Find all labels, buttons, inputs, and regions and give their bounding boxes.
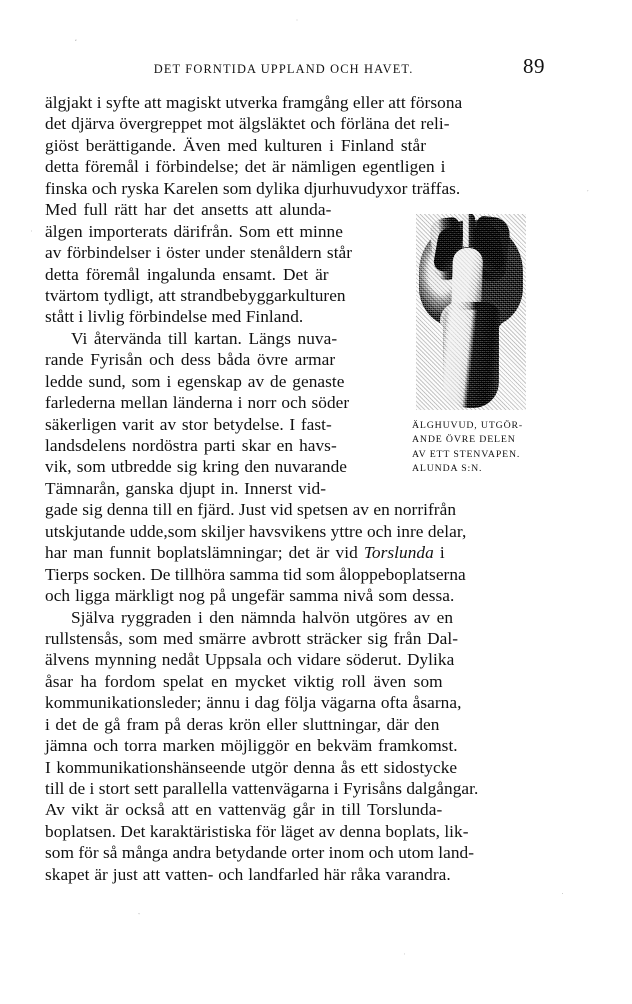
body-text-line <box>45 585 544 606</box>
body-text-run: Med full rätt har det ansetts att alunda- <box>45 200 332 220</box>
body-text-run: jämna och torra marken möjliggör en bekväm framkomst. <box>45 736 458 756</box>
body-text-line <box>45 371 377 392</box>
body-text-italic-run: Torslunda <box>363 543 434 563</box>
body-text-run: rullstensås, som med smärre avbrott sträcker sig från Dal- <box>45 628 459 648</box>
body-text-run: Tämnarån, ganska djupt in. Innerst vid- <box>45 478 327 498</box>
body-text-run: farlederna mellan länderna i norr och söder <box>45 393 350 413</box>
body-text-line <box>45 842 544 863</box>
body-text-run: landsdelens nordöstra parti skar en havs- <box>45 436 337 455</box>
body-text-line <box>45 564 544 585</box>
body-text-line <box>45 735 544 756</box>
body-text-run: till de i stort sett parallella vattenvägarna i Fyrisåns dalgångar. <box>45 779 479 798</box>
body-text-run: tvärtom tydligt, att strandbebyggarkulturen <box>45 285 346 305</box>
figure-caption-line: ÄLGHUVUD, UTGÖR- <box>412 420 524 431</box>
body-text-column <box>45 92 544 885</box>
body-text-line <box>45 264 377 285</box>
body-text-run: säkerligen varit av stor betydelse. I fast- <box>45 414 332 434</box>
body-text-run: boplatsen. Det karaktäristiska för läget av denna boplats, lik- <box>45 821 469 841</box>
body-text-run: älvens mynning nedåt Uppsala och vidare söderut. Dylika <box>45 650 455 670</box>
body-text-line <box>45 135 544 156</box>
running-head-title: DET FORNTIDA UPPLAND OCH HAVET. <box>153 62 414 76</box>
body-text-run: Själva ryggraden i den nämnda halvön utgöres av en <box>71 607 454 627</box>
body-text-line <box>45 156 544 177</box>
body-text-line <box>45 692 544 713</box>
body-text-run: I kommunikationshänseende utgör denna ås ett sidostycke <box>45 757 458 777</box>
body-text-line <box>45 178 544 199</box>
page-number: 89 <box>523 54 545 78</box>
body-text-run: finska och ryska Karelen som dylika djurhuvudyxor träffas. <box>45 178 461 198</box>
body-text-line <box>45 435 377 456</box>
body-text-run: detta föremål ingalunda ensamt. Det är <box>45 264 329 284</box>
body-text-run: åsar ha fordom spelat en mycket viktig roll även som <box>45 671 443 691</box>
body-text-run: älgen importerats därifrån. Som ett minne <box>45 221 343 241</box>
body-text-run: av förbindelser i öster under stenåldern står <box>45 243 353 263</box>
body-text-line <box>45 821 544 842</box>
body-text-line <box>45 92 544 113</box>
body-text-run: utskjutande udde,som skiljer havsvikens yttre och inre delar, <box>45 521 467 541</box>
body-text-line <box>45 199 377 220</box>
body-text-line <box>45 714 544 735</box>
body-text-line <box>45 221 377 242</box>
body-text-line <box>45 521 544 542</box>
body-text-line <box>45 349 377 370</box>
body-text-run: som för så många andra betydande orter inom och utom land- <box>45 843 475 863</box>
body-text-line <box>45 328 377 349</box>
body-text-line <box>45 414 377 435</box>
body-text-run: i <box>433 543 445 563</box>
body-text-line <box>45 392 377 413</box>
body-text-line <box>45 628 544 649</box>
body-text-run: detta föremål i förbindelse; det är nämligen egentligen i <box>45 157 446 177</box>
body-text-line <box>45 242 377 263</box>
body-text-line <box>45 649 544 670</box>
body-text-line <box>45 864 544 885</box>
figure-caption-line: AV ETT STENVAPEN. <box>412 448 521 460</box>
body-text-run: Tierps socken. De tillhöra samma tid som åloppeboplatserna <box>45 564 466 584</box>
body-text-run: giöst berättigande. Även med kulturen i Finland står <box>45 135 427 155</box>
running-head <box>45 54 545 84</box>
body-text-run: skapet är just att vatten- och landfarled här råka varandra. <box>45 864 451 884</box>
body-text-line <box>45 499 544 520</box>
body-text-line <box>45 306 377 327</box>
body-text-run: kommunikationsleder; ännu i dag följa vägarna ofta åsarna, <box>45 693 462 713</box>
body-text-line <box>45 456 377 477</box>
body-text-run: det djärva övergreppet mot älgsläktet och förläna det reli- <box>45 114 450 134</box>
body-text-run: har man funnit boplatslämningar; det är vid <box>45 543 364 563</box>
body-text-run: älgjakt i syfte att magiskt utverka framgång eller att försona <box>45 93 463 112</box>
body-text-line <box>45 607 544 628</box>
body-text-run: och ligga märkligt nog på ungefär samma nivå som dessa. <box>45 586 455 606</box>
figure-caption-line: ALUNDA S:N. <box>412 462 483 474</box>
body-text-run: i det de gå fram på deras krön eller sluttningar, där den <box>45 714 440 734</box>
body-text-run: gade sig denna till en fjärd. Just vid spetsen av en norrifrån <box>45 500 457 520</box>
body-text-run: Vi återvända till kartan. Längs nuva- <box>71 328 338 348</box>
body-text-line <box>45 671 544 692</box>
body-text-line <box>45 799 544 820</box>
body-text-run: ledde sund, som i egenskap av de genaste <box>45 371 345 391</box>
body-text-run: vik, som utbredde sig kring den nuvarande <box>45 457 348 477</box>
body-text-line <box>45 113 544 134</box>
body-text-run: rande Fyrisån och dess båda övre armar <box>45 350 336 370</box>
body-text-run: stått i livlig förbindelse med Finland. <box>45 307 304 327</box>
body-text-line <box>45 478 377 499</box>
body-text-line <box>45 778 544 799</box>
body-text-line <box>45 542 544 563</box>
figure-caption-line: ANDE ÖVRE DELEN <box>412 434 516 446</box>
body-text-line <box>45 285 377 306</box>
body-text-line <box>45 757 544 778</box>
body-text-run: Av vikt är också att en vattenväg går in till Torslunda- <box>45 800 443 820</box>
